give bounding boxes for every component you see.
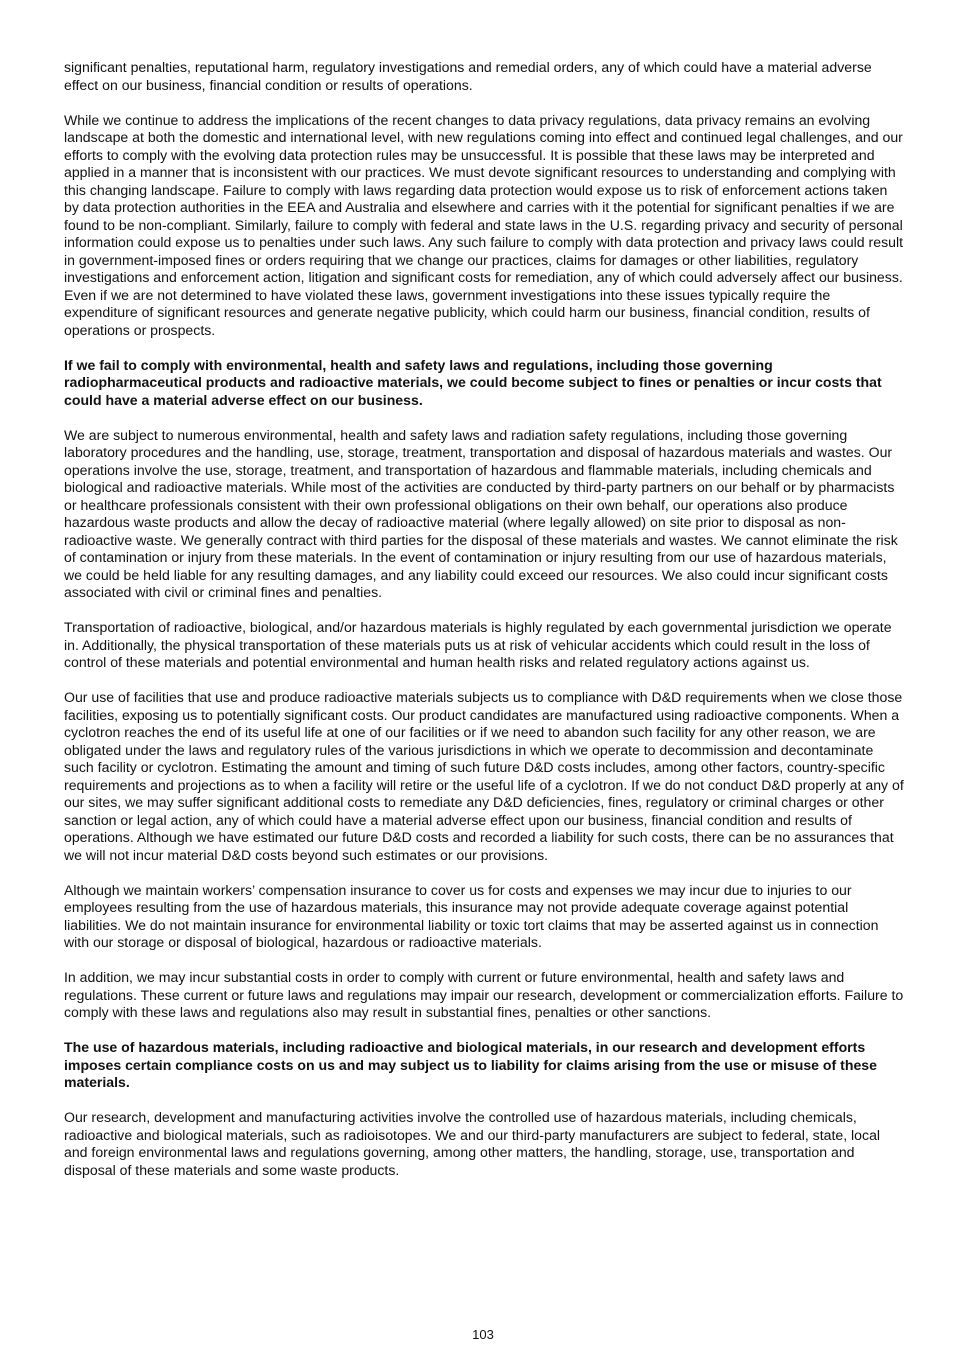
paragraph-dd-requirements: Our use of facilities that use and produce radioactive materials subjects us to compliance with D&D requirements when we close those facilities, exposing us to potentially significant costs. Our product candidates are manufactured using radioactive components. When a cyclotron reaches the end of its useful life at one of our facilities or if we need to abandon such facility for any other reason, we are obligated under the laws and regulatory rules of the various jurisdictions in which we operate to decommission and decontaminate such facility or cyclotron. Estimating the amount and timing of such future D&D costs includes, among other factors, country-specific requirements and projections as to when a facility will retire or the useful life of a cyclotron. If we do not conduct D&D properly at any of our sites, we may suffer significant additional costs to remediate any D&D deficiencies, fines, regulatory or criminal charges or other sanction or legal action, any of which could have a material adverse effect upon our business, financial condition and results of operations. Although we have estimated our future D&D costs and recorded a liability for such costs, there can be no assurances that we will not incur material D&D costs beyond such estimates or our provisions.: [64, 689, 904, 863]
paragraph-data-privacy: While we continue to address the implications of the recent changes to data privacy regulations, data privacy remains an evolving landscape at both the domestic and international level, with new regulations coming into effect and continued legal challenges, and our efforts to comply with the evolving data protection rules may be unsuccessful. It is possible that these laws may be interpreted and applied in a manner that is inconsistent with our practices. We must devote significant resources to understanding and complying with this changing landscape. Failure to comply with laws regarding data protection would expose us to risk of enforcement actions taken by data protection authorities in the EEA and Australia and elsewhere and carries with it the potential for significant penalties if we are found to be non-compliant. Similarly, failure to comply with federal and state laws in the U.S. regarding privacy and security of personal information could expose us to penalties under such laws. Any such failure to comply with data protection and privacy laws could result in government-imposed fines or orders requiring that we change our practices, claims for damages or other liabilities, regulatory investigations and enforcement action, litigation and significant costs for remediation, any of which could adversely affect our business. Even if we are not determined to have violated these laws, government investigations into these issues typically require the expenditure of significant resources and generate negative publicity, which could harm our business, financial condition, results of operations or prospects.: [64, 111, 904, 338]
paragraph-workers-compensation: Although we maintain workers’ compensation insurance to cover us for costs and expenses we may incur due to injuries to our employees resulting from the use of hazardous materials, this insurance may not provide adequate coverage against potential liabilities. We do not maintain insurance for environmental liability or toxic tort claims that may be asserted against us in connection with our storage or disposal of biological, hazardous or radioactive materials.: [64, 881, 879, 950]
paragraph-environmental-laws: We are subject to numerous environmental, health and safety laws and radiation safety regulations, including those governing laboratory procedures and the handling, use, storage, treatment, transportation and disposal of hazardous materials and wastes. Our operations involve the use, storage, treatment, and transportation of hazardous and flammable materials, including chemicals and biological and radioactive materials. While most of the activities are conducted by third-party partners on our behalf or by pharmacists or healthcare professionals consistent with their own professional obligations on their own behalf, our operations also produce hazardous waste products and allow the decay of radioactive material (where legally allowed) on site prior to disposal as non-radioactive waste. We generally contract with third parties for the disposal of these materials and wastes. We cannot eliminate the risk of contamination or injury from these materials. In the event of contamination or injury resulting from our use of hazardous materials, we could be held liable for any resulting damages, and any liability could exceed our resources. We also could incur significant costs associated with civil or criminal fines and penalties.: [64, 426, 898, 600]
document-page-body: [64, 59, 904, 1197]
risk-heading-hazardous-materials: The use of hazardous materials, including radioactive and biological materials, in our research and development efforts imposes certain compliance costs on us and may subject us to liability for claims arising from the use or misuse of these materials.: [64, 1039, 877, 1090]
risk-heading-environmental-compliance: If we fail to comply with environmental, health and safety laws and regulations, including those governing radiopharmaceutical products and radioactive materials, we could become subject to fines or penalties or incur costs that could have a material adverse effect on our business.: [64, 356, 882, 408]
page-number: 103: [472, 1327, 494, 1342]
paragraph-penalties-continuation: significant penalties, reputational harm, regulatory investigations and remedial orders, any of which could have a material adverse effect on our business, financial condition or results of operations.: [64, 59, 872, 93]
paragraph-research-hazardous-materials: Our research, development and manufacturing activities involve the controlled use of hazardous materials, including chemicals, radioactive and biological materials, such as radioisotopes. We and our third-party manufacturers are subject to federal, state, local and foreign environmental laws and regulations governing, among other matters, the handling, storage, use, transportation and disposal of these materials and some waste products.: [64, 1109, 881, 1178]
paragraph-transportation: Transportation of radioactive, biological, and/or hazardous materials is highly regulated by each governmental jurisdiction we operate in. Additionally, the physical transportation of these materials puts us at risk of vehicular accidents which could result in the loss of control of these materials and potential environmental and human health risks and related regulatory actions against us.: [64, 619, 892, 670]
paragraph-substantial-costs: In addition, we may incur substantial costs in order to comply with current or future environmental, health and safety laws and regulations. These current or future laws and regulations may impair our research, development or commercialization efforts. Failure to comply with these laws and regulations also may result in substantial fines, penalties or other sanctions.: [64, 969, 904, 1020]
